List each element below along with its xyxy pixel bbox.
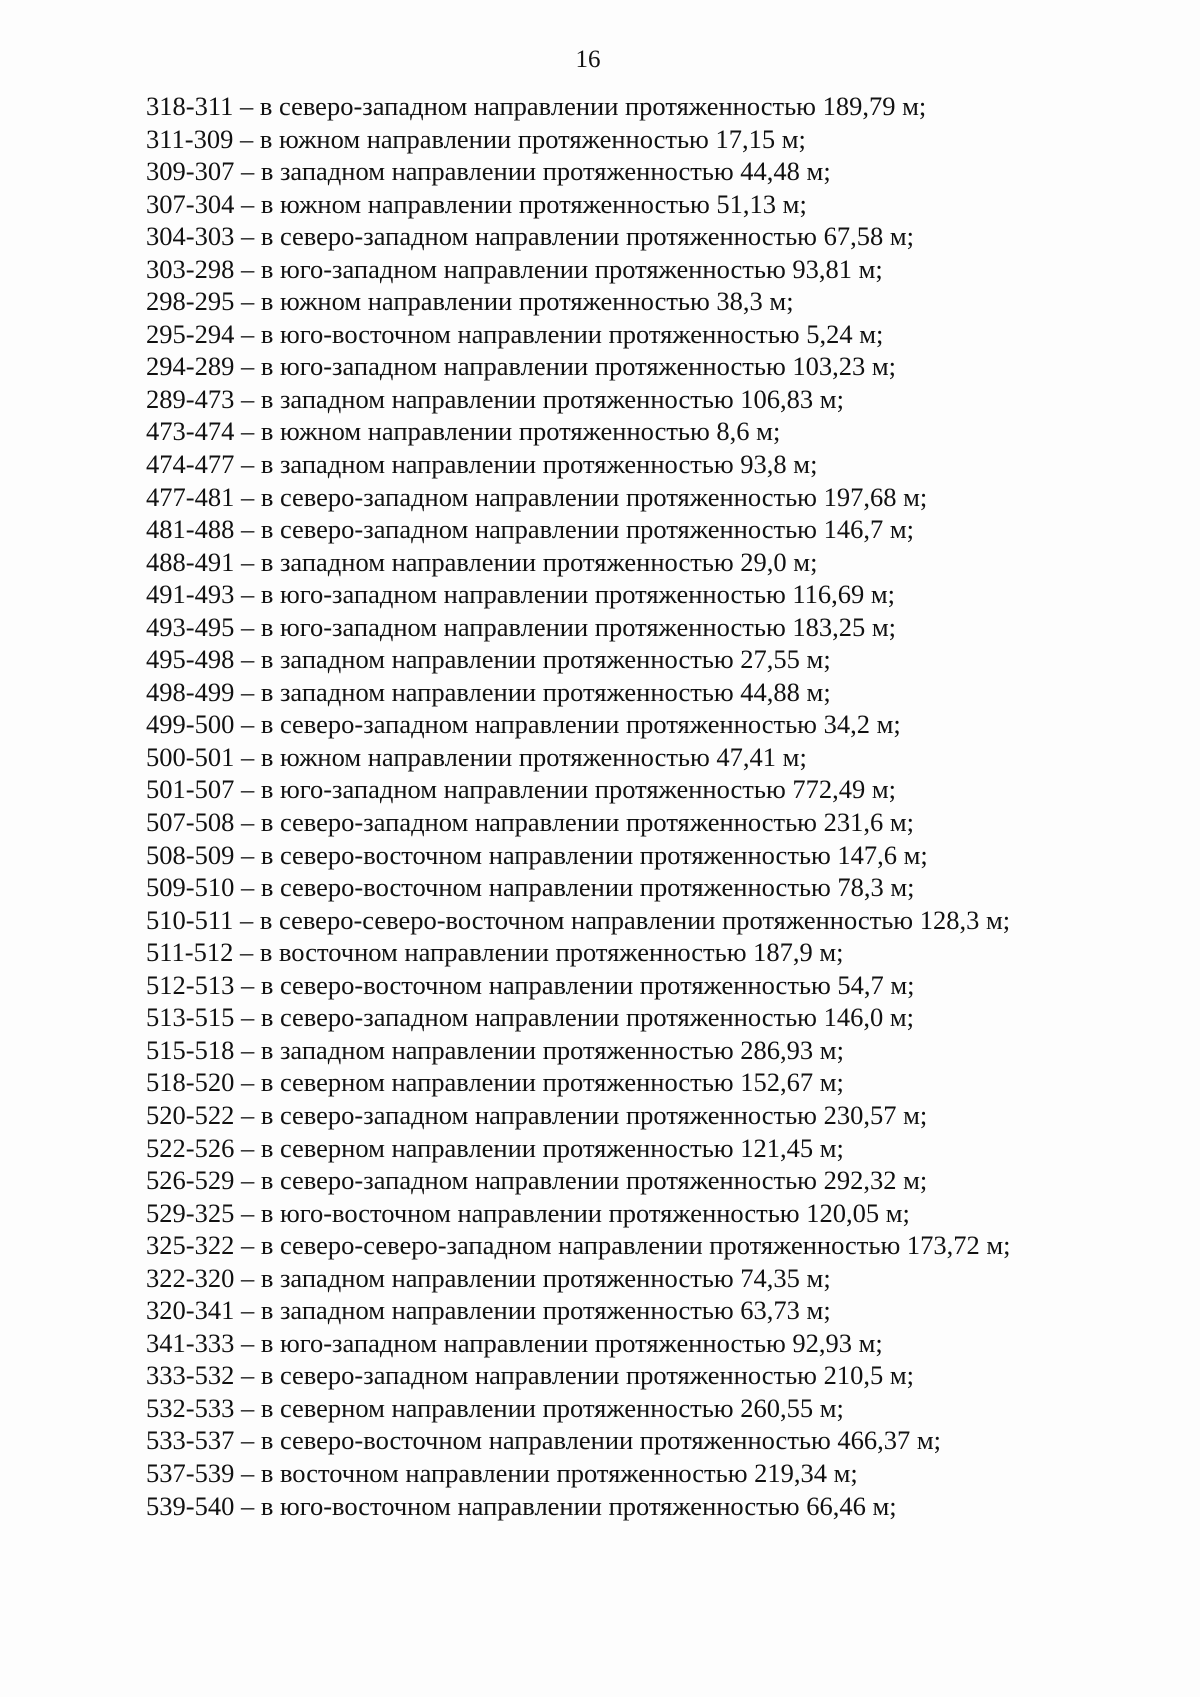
boundary-segment-line: 481-488 – в северо-западном направлении протяженностью 146,7 м; [146,514,914,545]
boundary-segment-line: 499-500 – в северо-западном направлении протяженностью 34,2 м; [146,709,901,740]
boundary-segment-list [146,90,1011,1522]
boundary-segment-line: 510-511 – в северо-северо-восточном направлении протяженностью 128,3 м; [146,904,1011,935]
boundary-segment-line: 303-298 – в юго-западном направлении протяженностью 93,81 м; [146,253,883,284]
boundary-segment-line: 320-341 – в западном направлении протяженностью 63,73 м; [146,1295,831,1326]
boundary-segment-line: 333-532 – в северо-западном направлении протяженностью 210,5 м; [146,1360,914,1391]
boundary-segment-line: 307-304 – в южном направлении протяженностью 51,13 м; [146,188,807,219]
boundary-segment-line: 539-540 – в юго-восточном направлении протяженностью 66,46 м; [146,1490,897,1521]
boundary-segment-line: 477-481 – в северо-западном направлении протяженностью 197,68 м; [146,481,928,512]
boundary-segment-line: 295-294 – в юго-восточном направлении протяженностью 5,24 м; [146,318,884,349]
boundary-segment-line: 511-512 – в восточном направлении протяженностью 187,9 м; [146,937,844,968]
boundary-segment-line: 289-473 – в западном направлении протяженностью 106,83 м; [146,383,844,414]
boundary-segment-line: 311-309 – в южном направлении протяженностью 17,15 м; [146,123,806,154]
boundary-segment-line: 498-499 – в западном направлении протяженностью 44,88 м; [146,676,831,707]
boundary-segment-line: 522-526 – в северном направлении протяженностью 121,45 м; [146,1132,844,1163]
boundary-segment-line: 298-295 – в южном направлении протяженностью 38,3 м; [146,286,794,317]
boundary-segment-line: 325-322 – в северо-северо-западном направлении протяженностью 173,72 м; [146,1230,1011,1261]
boundary-segment-line: 474-477 – в западном направлении протяженностью 93,8 м; [146,449,818,480]
boundary-segment-line: 512-513 – в северо-восточном направлении протяженностью 54,7 м; [146,969,915,1000]
boundary-segment-line: 341-333 – в юго-западном направлении протяженностью 92,93 м; [146,1327,883,1358]
boundary-segment-line: 495-498 – в западном направлении протяженностью 27,55 м; [146,644,831,675]
boundary-segment-line: 500-501 – в южном направлении протяженностью 47,41 м; [146,741,807,772]
boundary-segment-line: 537-539 – в восточном направлении протяженностью 219,34 м; [146,1457,858,1488]
page-number: 16 [575,46,601,73]
boundary-segment-line: 473-474 – в южном направлении протяженностью 8,6 м; [146,416,781,447]
boundary-segment-line: 509-510 – в северо-восточном направлении протяженностью 78,3 м; [146,872,915,903]
boundary-segment-line: 533-537 – в северо-восточном направлении протяженностью 466,37 м; [146,1425,942,1456]
boundary-segment-line: 488-491 – в западном направлении протяженностью 29,0 м; [146,546,818,577]
boundary-segment-line: 322-320 – в западном направлении протяженностью 74,35 м; [146,1262,831,1293]
boundary-segment-line: 294-289 – в юго-западном направлении протяженностью 103,23 м; [146,351,897,382]
boundary-segment-line: 318-311 – в северо-западном направлении протяженностью 189,79 м; [146,91,927,121]
boundary-segment-line: 513-515 – в северо-западном направлении протяженностью 146,0 м; [146,1002,914,1033]
boundary-segment-line: 532-533 – в северном направлении протяженностью 260,55 м; [146,1392,844,1423]
boundary-segment-line: 518-520 – в северном направлении протяженностью 152,67 м; [146,1067,844,1098]
boundary-segment-line: 304-303 – в северо-западном направлении протяженностью 67,58 м; [146,221,914,252]
boundary-segment-line: 508-509 – в северо-восточном направлении протяженностью 147,6 м; [146,839,928,870]
boundary-segment-line: 491-493 – в юго-западном направлении протяженностью 116,69 м; [146,579,896,610]
boundary-segment-line: 520-522 – в северо-западном направлении протяженностью 230,57 м; [146,1099,928,1130]
boundary-segment-line: 529-325 – в юго-восточном направлении протяженностью 120,05 м; [146,1197,910,1228]
boundary-segment-line: 507-508 – в северо-западном направлении протяженностью 231,6 м; [146,807,914,838]
boundary-segment-line: 501-507 – в юго-западном направлении протяженностью 772,49 м; [146,774,897,805]
boundary-segment-line: 515-518 – в западном направлении протяженностью 286,93 м; [146,1034,844,1065]
boundary-segment-line: 309-307 – в западном направлении протяженностью 44,48 м; [146,156,831,187]
boundary-segment-line: 493-495 – в юго-западном направлении протяженностью 183,25 м; [146,611,897,642]
boundary-segment-line: 526-529 – в северо-западном направлении протяженностью 292,32 м; [146,1165,928,1196]
